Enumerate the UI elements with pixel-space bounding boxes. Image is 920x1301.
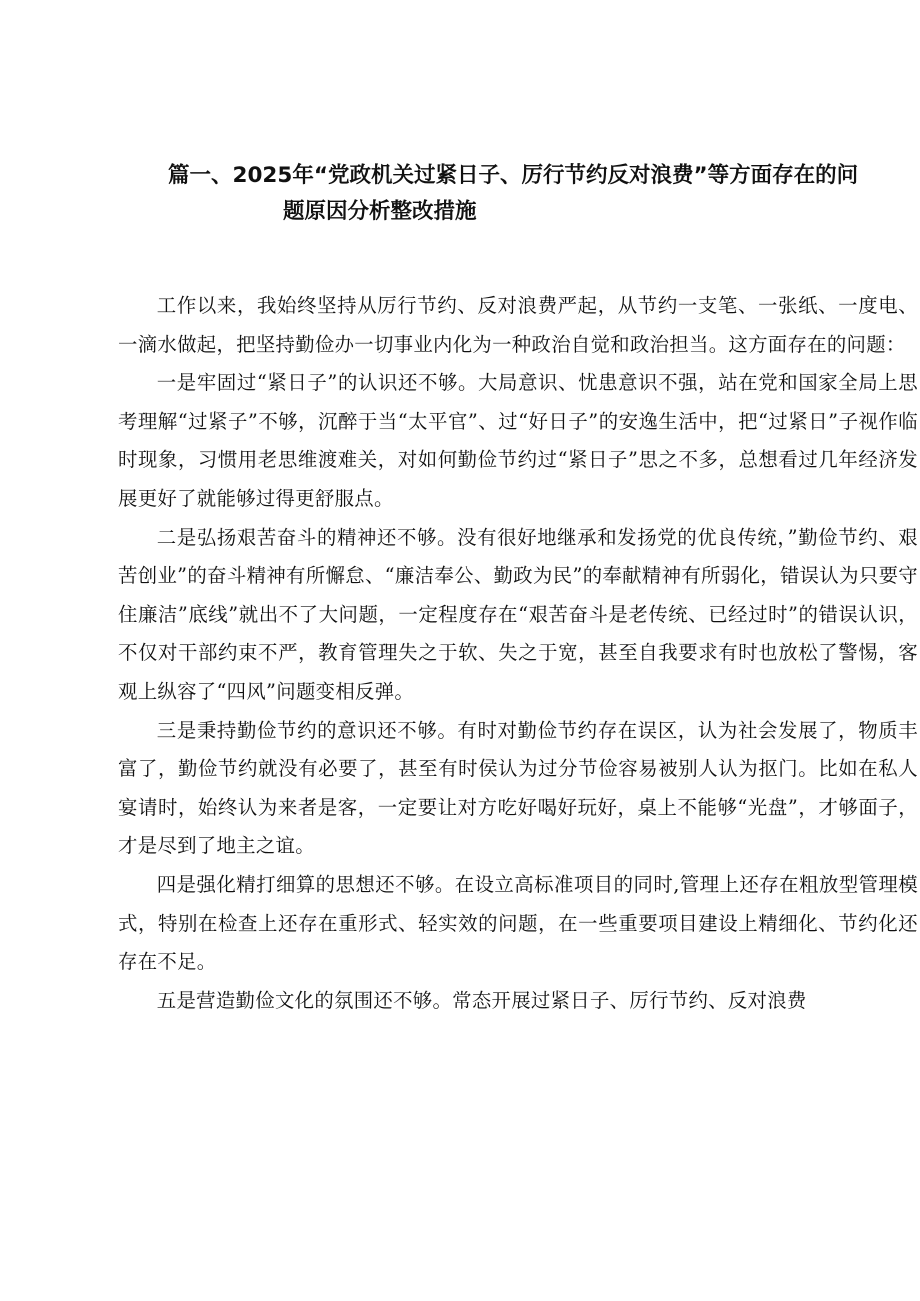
paragraph-point-5: 五是营造勤俭文化的氛围还不够。常态开展过紧日子、厉行节约、反对浪费 [156,988,807,1012]
paragraph-point-2: 二是弘扬艰苦奋斗的精神还不够。没有很好地继承和发扬党的优良传统，”勤俭节约、艰苦创业”的奋斗精神有所懈怠、“廉洁奉公、勤政为民”的奉献精神有所弱化，错误认为只要守住廉洁”底线”就出不了大问题，一定程度存在“艰苦奋斗是老传统、已经过时”的错误认识，不仅对干部约束不严，教育管理失之于软、失之于宽，甚至自我要求有时也放松了警惕，客观上纵容了“四风”问题变相反弹。 [118,525,918,703]
document-body [118,287,918,1020]
title-line-1: 篇一、2025年“党政机关过紧日子、厉行节约反对浪费”等方面存在的问 [168,163,859,188]
paragraph-point-3: 三是秉持勤俭节约的意识还不够。有时对勤俭节约存在误区，认为社会发展了，物质丰富了，勤俭节约就没有必要了，甚至有时侯认为过分节俭容易被别人认为抠门。比如在私人宴请时，始终认为来者是客，一定要让对方吃好喝好玩好，桌上不能够“光盘”，才够面子，才是尽到了地主之谊。 [118,718,918,858]
paragraph-point-4: 四是强化精打细算的思想还不够。在设立高标准项目的同时,管理上还存在粗放型管理模式，特别在检查上还存在重形式、轻实效的问题，在一些重要项目建设上精细化、节约化还存在不足。 [118,872,918,974]
document-title [118,158,920,230]
intro-paragraph: 工作以来，我始终坚持从厉行节约、反对浪费严起，从节约一支笔、一张纸、一度电、一滴水做起，把坚持勤俭办一切事业内化为一种政治自觉和政治担当。这方面存在的问题： [118,294,918,356]
title-line-2: 题原因分析整改措施 [283,199,477,224]
paragraph-point-1: 一是牢固过“紧日子”的认识还不够。大局意识、忧患意识不强，站在党和国家全局上思考理解“过紧子”不够，沉醉于当“太平官”、过“好日子”的安逸生活中，把“过紧日”子视作临时现象，习惯用老思维渡难关，对如何勤俭节约过“紧日子”思之不多，总想看过几年经济发展更好了就能够过得更舒服点。 [118,371,918,510]
